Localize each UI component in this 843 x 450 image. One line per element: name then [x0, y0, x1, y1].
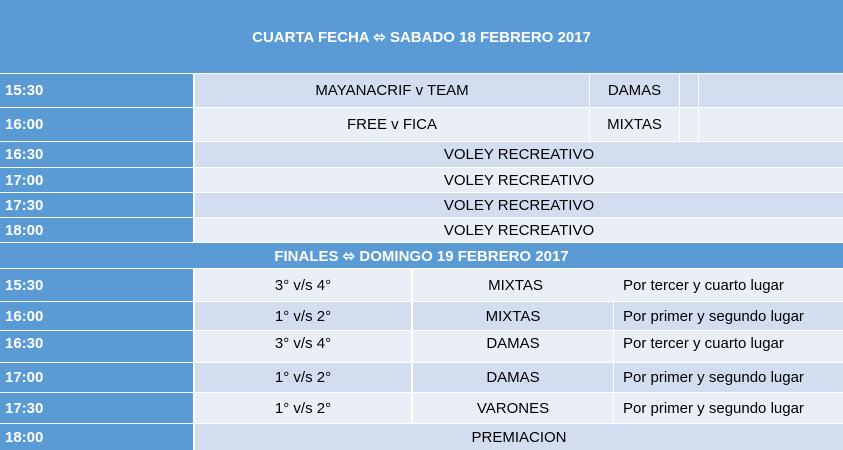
day1-header	[0, 0, 843, 73]
category-cell: DAMAS	[413, 331, 613, 362]
category-cell: MIXTAS	[413, 269, 618, 301]
place-cell: Por primer y segundo lugar	[614, 363, 843, 392]
time-cell: 16:00	[0, 108, 193, 141]
place-cell: Por tercer y cuarto lugar	[614, 269, 843, 301]
time-cell: 15:30	[0, 269, 193, 301]
activity-cell: VOLEY RECREATIVO	[195, 218, 843, 242]
time-cell: 16:30	[0, 331, 193, 362]
time-cell: 17:00	[0, 168, 193, 192]
category-cell: MIXTAS	[413, 302, 613, 330]
day1-title: CUARTA FECHA ⬄ SABADO 18 FEBRERO 2017	[252, 28, 591, 46]
match-cell: MAYANACRIF v TEAM	[195, 74, 589, 107]
finals-header	[0, 243, 843, 268]
time-cell: 16:30	[0, 142, 193, 167]
activity-cell: VOLEY RECREATIVO	[195, 142, 843, 167]
empty-cell	[699, 108, 843, 141]
time-cell: 18:00	[0, 218, 193, 242]
activity-cell: VOLEY RECREATIVO	[195, 193, 843, 217]
match-cell: 3° v/s 4°	[195, 331, 411, 362]
empty-cell	[680, 108, 698, 141]
category-cell: DAMAS	[590, 74, 679, 107]
time-cell: 16:00	[0, 302, 193, 330]
match-cell: 3° v/s 4°	[195, 269, 411, 301]
match-cell: 1° v/s 2°	[195, 363, 411, 392]
time-cell: 18:00	[0, 424, 193, 450]
time-cell: 17:30	[0, 393, 193, 423]
category-cell: MIXTAS	[590, 108, 679, 141]
time-cell: 15:30	[0, 74, 193, 107]
category-cell: VARONES	[413, 393, 613, 423]
match-cell: 1° v/s 2°	[195, 393, 411, 423]
place-cell: Por primer y segundo lugar	[614, 302, 843, 330]
place-cell: Por primer y segundo lugar	[614, 393, 843, 423]
match-cell: FREE v FICA	[195, 108, 589, 141]
activity-cell: PREMIACION	[195, 424, 843, 450]
match-cell: 1° v/s 2°	[195, 302, 411, 330]
finals-title: FINALES ⬄ DOMINGO 19 FEBRERO 2017	[274, 247, 569, 265]
category-cell: DAMAS	[413, 363, 613, 392]
activity-cell: VOLEY RECREATIVO	[195, 168, 843, 192]
time-cell: 17:00	[0, 363, 193, 392]
empty-cell	[680, 74, 698, 107]
time-cell: 17:30	[0, 193, 193, 217]
empty-cell	[699, 74, 843, 107]
place-cell: Por tercer y cuarto lugar	[614, 331, 843, 362]
